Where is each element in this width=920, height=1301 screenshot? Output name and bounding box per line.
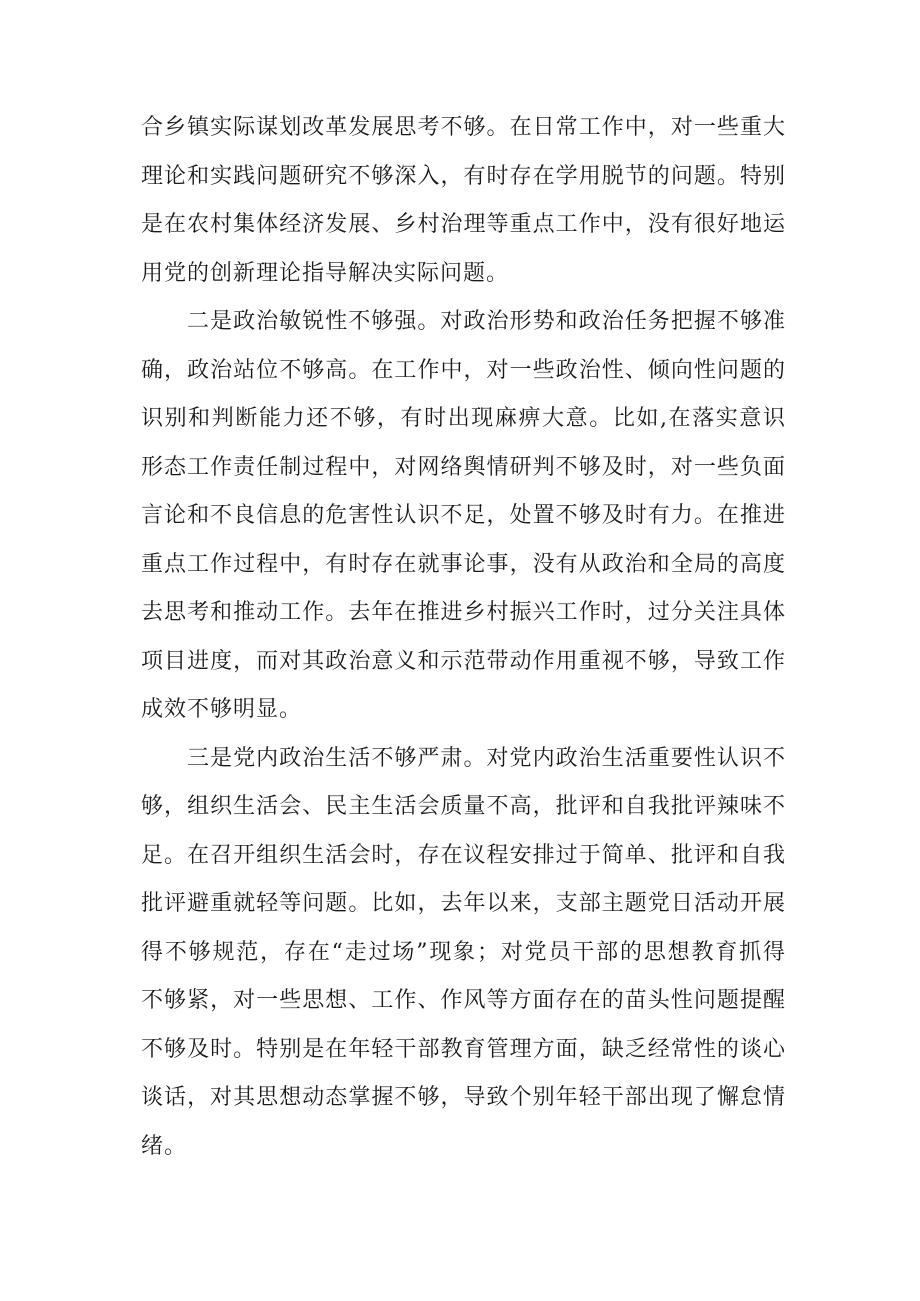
- paragraph-political-sensitivity: 二是政治敏锐性不够强。对政治形势和政治任务把握不够准确，政治站位不够高。在工作中，对一些政治性、倾向性问题的识别和判断能力还不够，有时出现麻痹大意。比如,在落实意识形态工作责任制过程中，对网络舆情研判不够及时，对一些负面言论和不良信息的危害性认识不足，处置不够及时有力。在推进重点工作过程中，有时存在就事论事，没有从政治和全局的高度去思考和推动工作。去年在推进乡村振兴工作时，过分关注具体项目进度，而对其政治意义和示范带动作用重视不够，导致工作成效不够明显。: [141, 309, 786, 722]
- paragraph-party-political-life: 三是党内政治生活不够严肃。对党内政治生活重要性认识不够，组织生活会、民主生活会质量不高，批评和自我批评辣味不足。在召开组织生活会时，存在议程安排过于简单、批评和自我批评避重就轻等问题。比如，去年以来，支部主题党日活动开展得不够规范，存在“走过场”现象；对党员干部的思想教育抓得不够紧，对一些思想、工作、作风等方面存在的苗头性问题提醒不够及时。特别是在年轻干部教育管理方面，缺乏经常性的谈心谈话，对其思想动态掌握不够，导致个别年轻干部出现了懈怠情绪。: [141, 745, 786, 1159]
- document-body: [141, 104, 786, 1171]
- paragraph-continuation: 合乡镇实际谋划改革发展思考不够。在日常工作中，对一些重大理论和实践问题研究不够深入，有时存在学用脱节的问题。特别是在农村集体经济发展、乡村治理等重点工作中，没有很好地运用党的创新理论指导解决实际问题。: [141, 115, 786, 286]
